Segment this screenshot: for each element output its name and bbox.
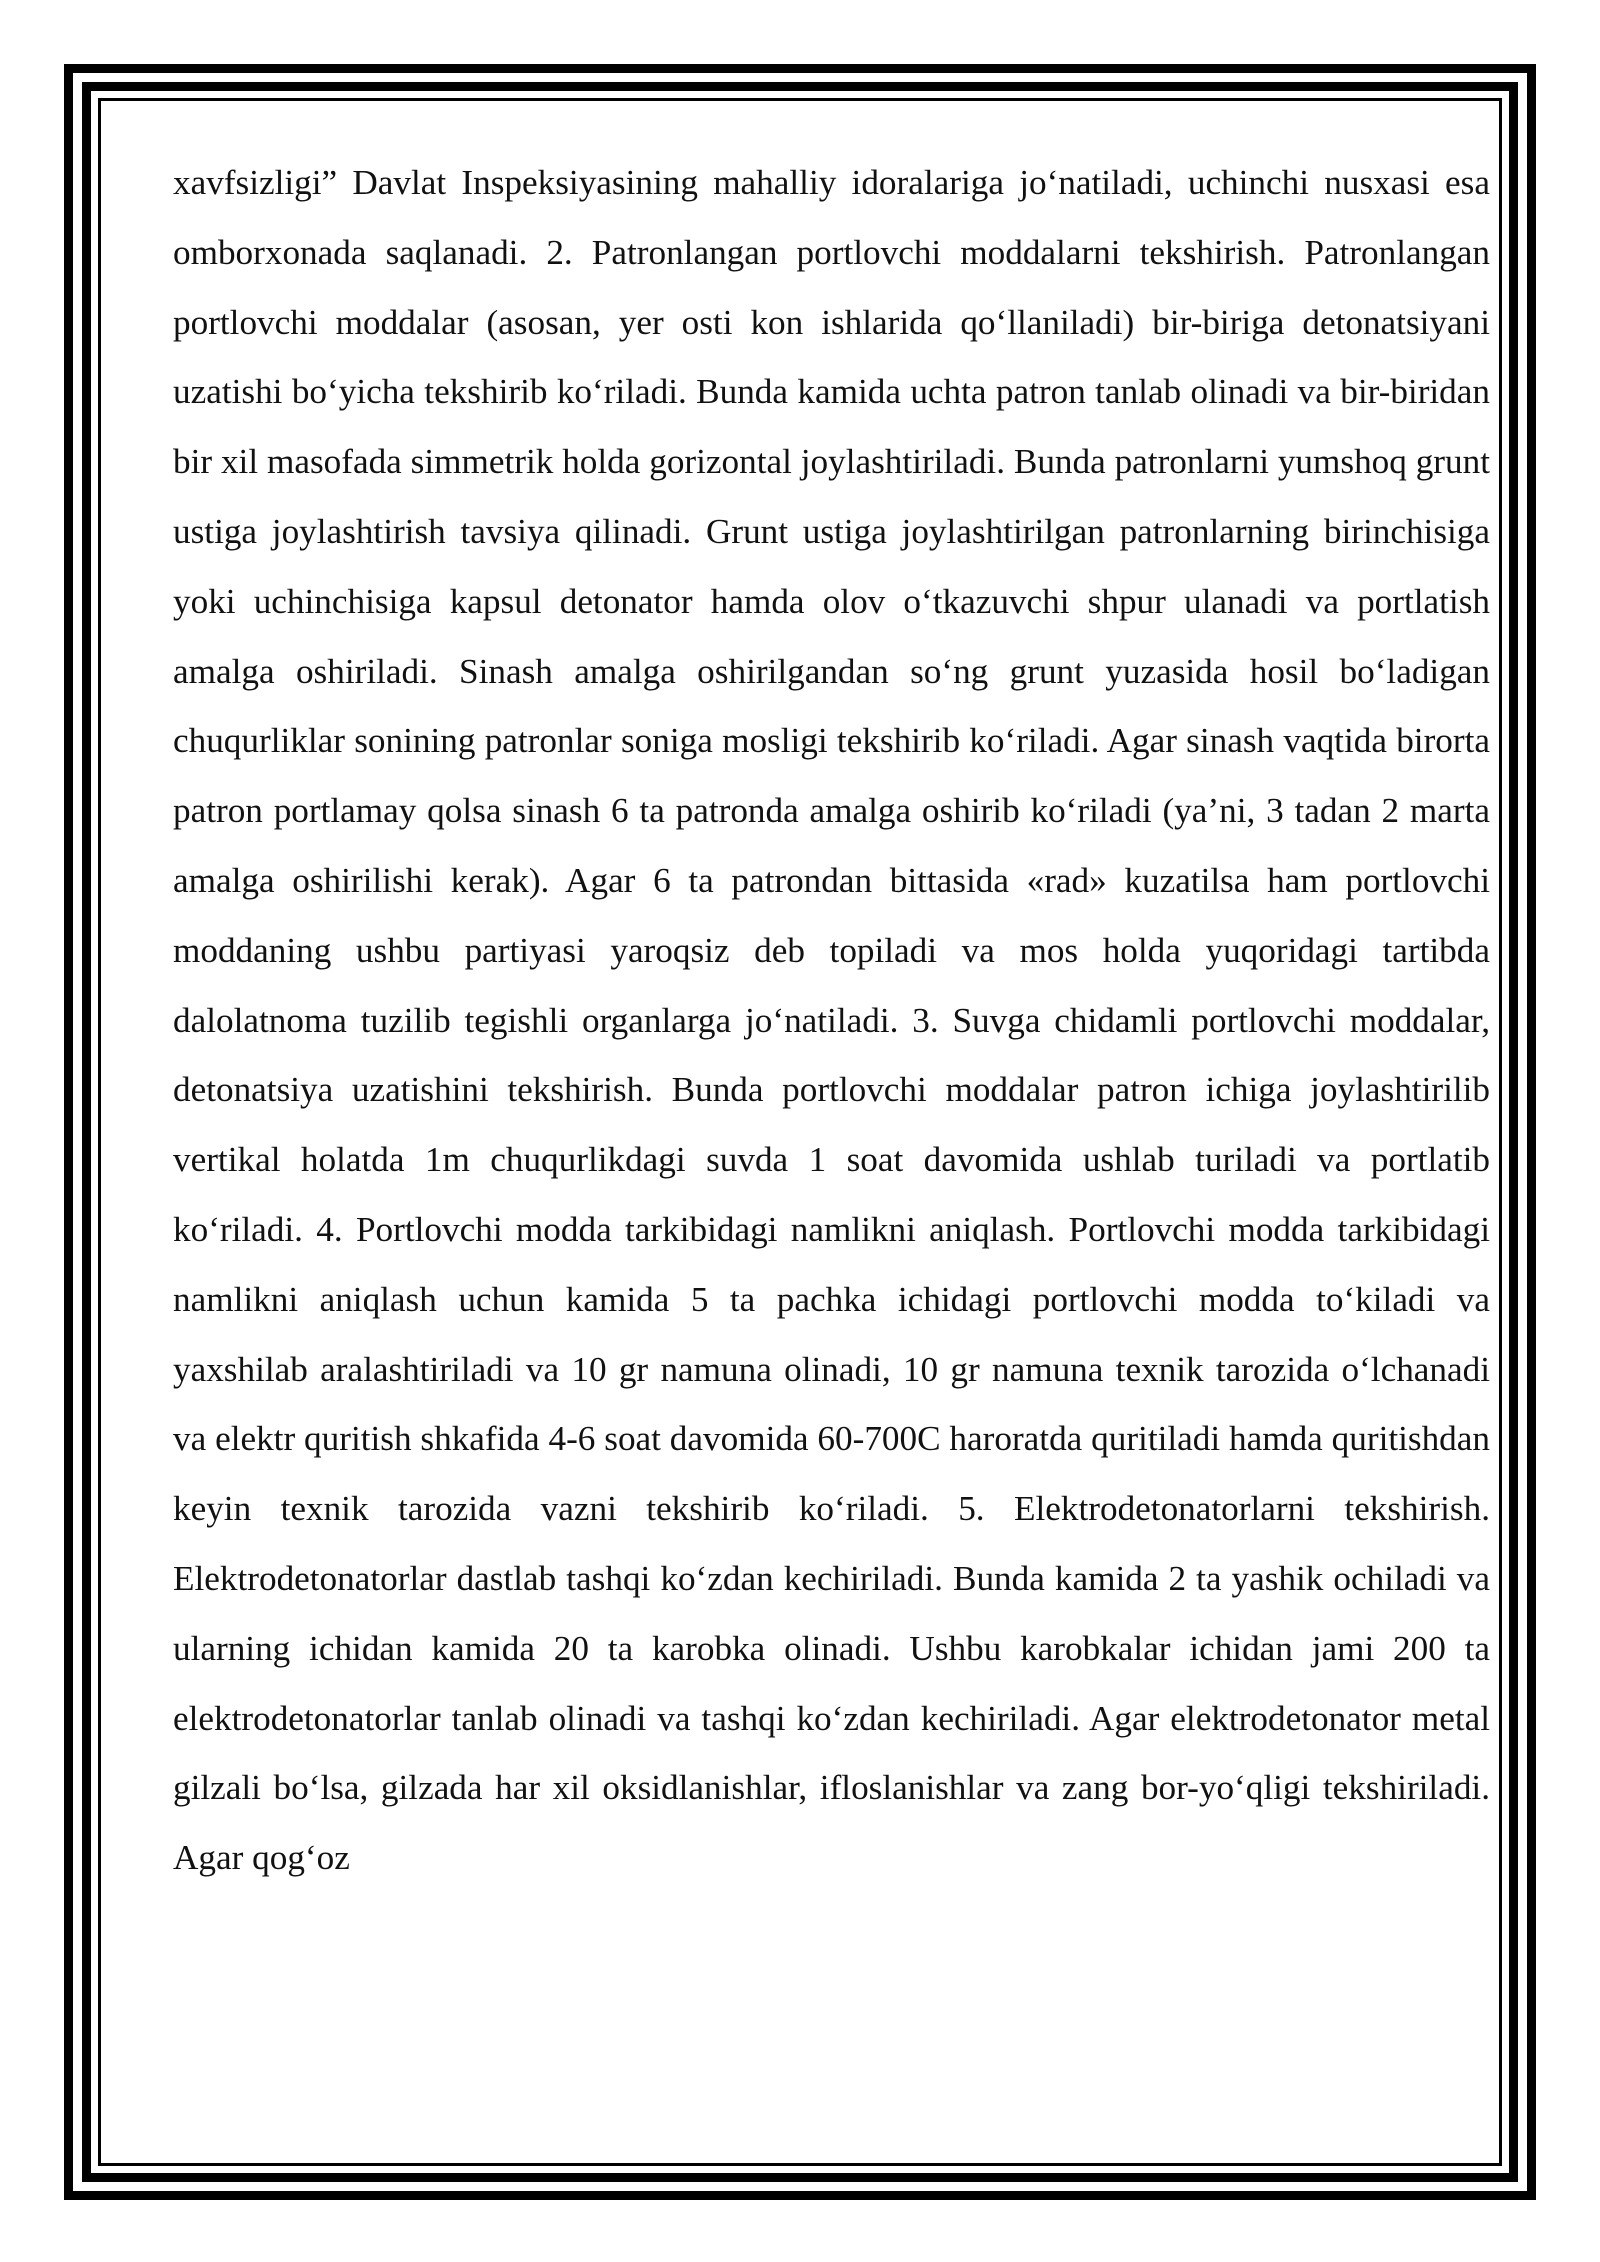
document-body-text: xavfsizligi” Davlat Inspeksiyasining mahalliy idoralariga jo‘natiladi, uchinchi nusxasi esa omborxonada saqlanadi. 2. Patronlangan portlovchi moddalarni tekshirish. Patronlangan portlovchi moddalar (asosan, yer osti kon ishlarida qo‘llaniladi) bir-biriga detonatsiyani uzatishi bo‘yicha tekshirib ko‘riladi. Bunda kamida uchta patron tanlab olinadi va bir-biridan bir xil masofada simmetrik holda gorizontal joylashtiriladi. Bunda patronlarni yumshoq grunt ustiga joylashtirish tavsiya qilinadi. Grunt ustiga joylashtirilgan patronlarning birinchisiga yoki uchinchisiga kapsul detonator hamda olov o‘tkazuvchi shpur ulanadi va portlatish amalga oshiriladi. Sinash amalga oshirilgandan so‘ng grunt yuzasida hosil bo‘ladigan chuqurliklar sonining patronlar soniga mosligi tekshirib ko‘riladi. Agar sinash vaqtida birorta patron portlamay qolsa sinash 6 ta patronda amalga oshirib ko‘riladi (ya’ni, 3 tadan 2 marta amalga oshirilishi kerak). Agar 6 ta patrondan bittasida «rad» kuzatilsa ham portlovchi moddaning ushbu partiyasi yaroqsiz deb topiladi va mos holda yuqoridagi tartibda dalolatnoma tuzilib tegishli organlarga jo‘natiladi. 3. Suvga chidamli portlovchi moddalar, detonatsiya uzatishini tekshirish. Bunda portlovchi moddalar patron ichiga joylashtirilib vertikal holatda 1m chuqurlikdagi suvda 1 soat davomida ushlab turiladi va portlatib ko‘riladi. 4. Portlovchi modda tarkibidagi namlikni aniqlash. Portlovchi modda tarkibidagi namlikni aniqlash uchun kamida 5 ta pachka ichidagi portlovchi modda to‘kiladi va yaxshilab aralashtiriladi va 10 gr namuna olinadi, 10 gr namuna texnik tarozida o‘lchanadi va elektr quritish shkafida 4-6 soat davomida 60-700C haroratda quritiladi hamda quritishdan keyin texnik tarozida vazni tekshirib ko‘riladi. 5. Elektrodetonatorlarni tekshirish. Elektrodetonatorlar dastlab tashqi ko‘zdan kechiriladi. Bunda kamida 2 ta yashik ochiladi va ularning ichidan kamida 20 ta karobka olinadi. Ushbu karobkalar ichidan jami 200 ta elektrodetonatorlar tanlab olinadi va tashqi ko‘zdan kechiriladi. Agar elektrodetonator metal gilzali bo‘lsa, gilzada har xil oksidlanishlar, ifloslanishlar va zang bor-yo‘qligi tekshiriladi. Agar qog‘oz: [173, 163, 1490, 1878]
